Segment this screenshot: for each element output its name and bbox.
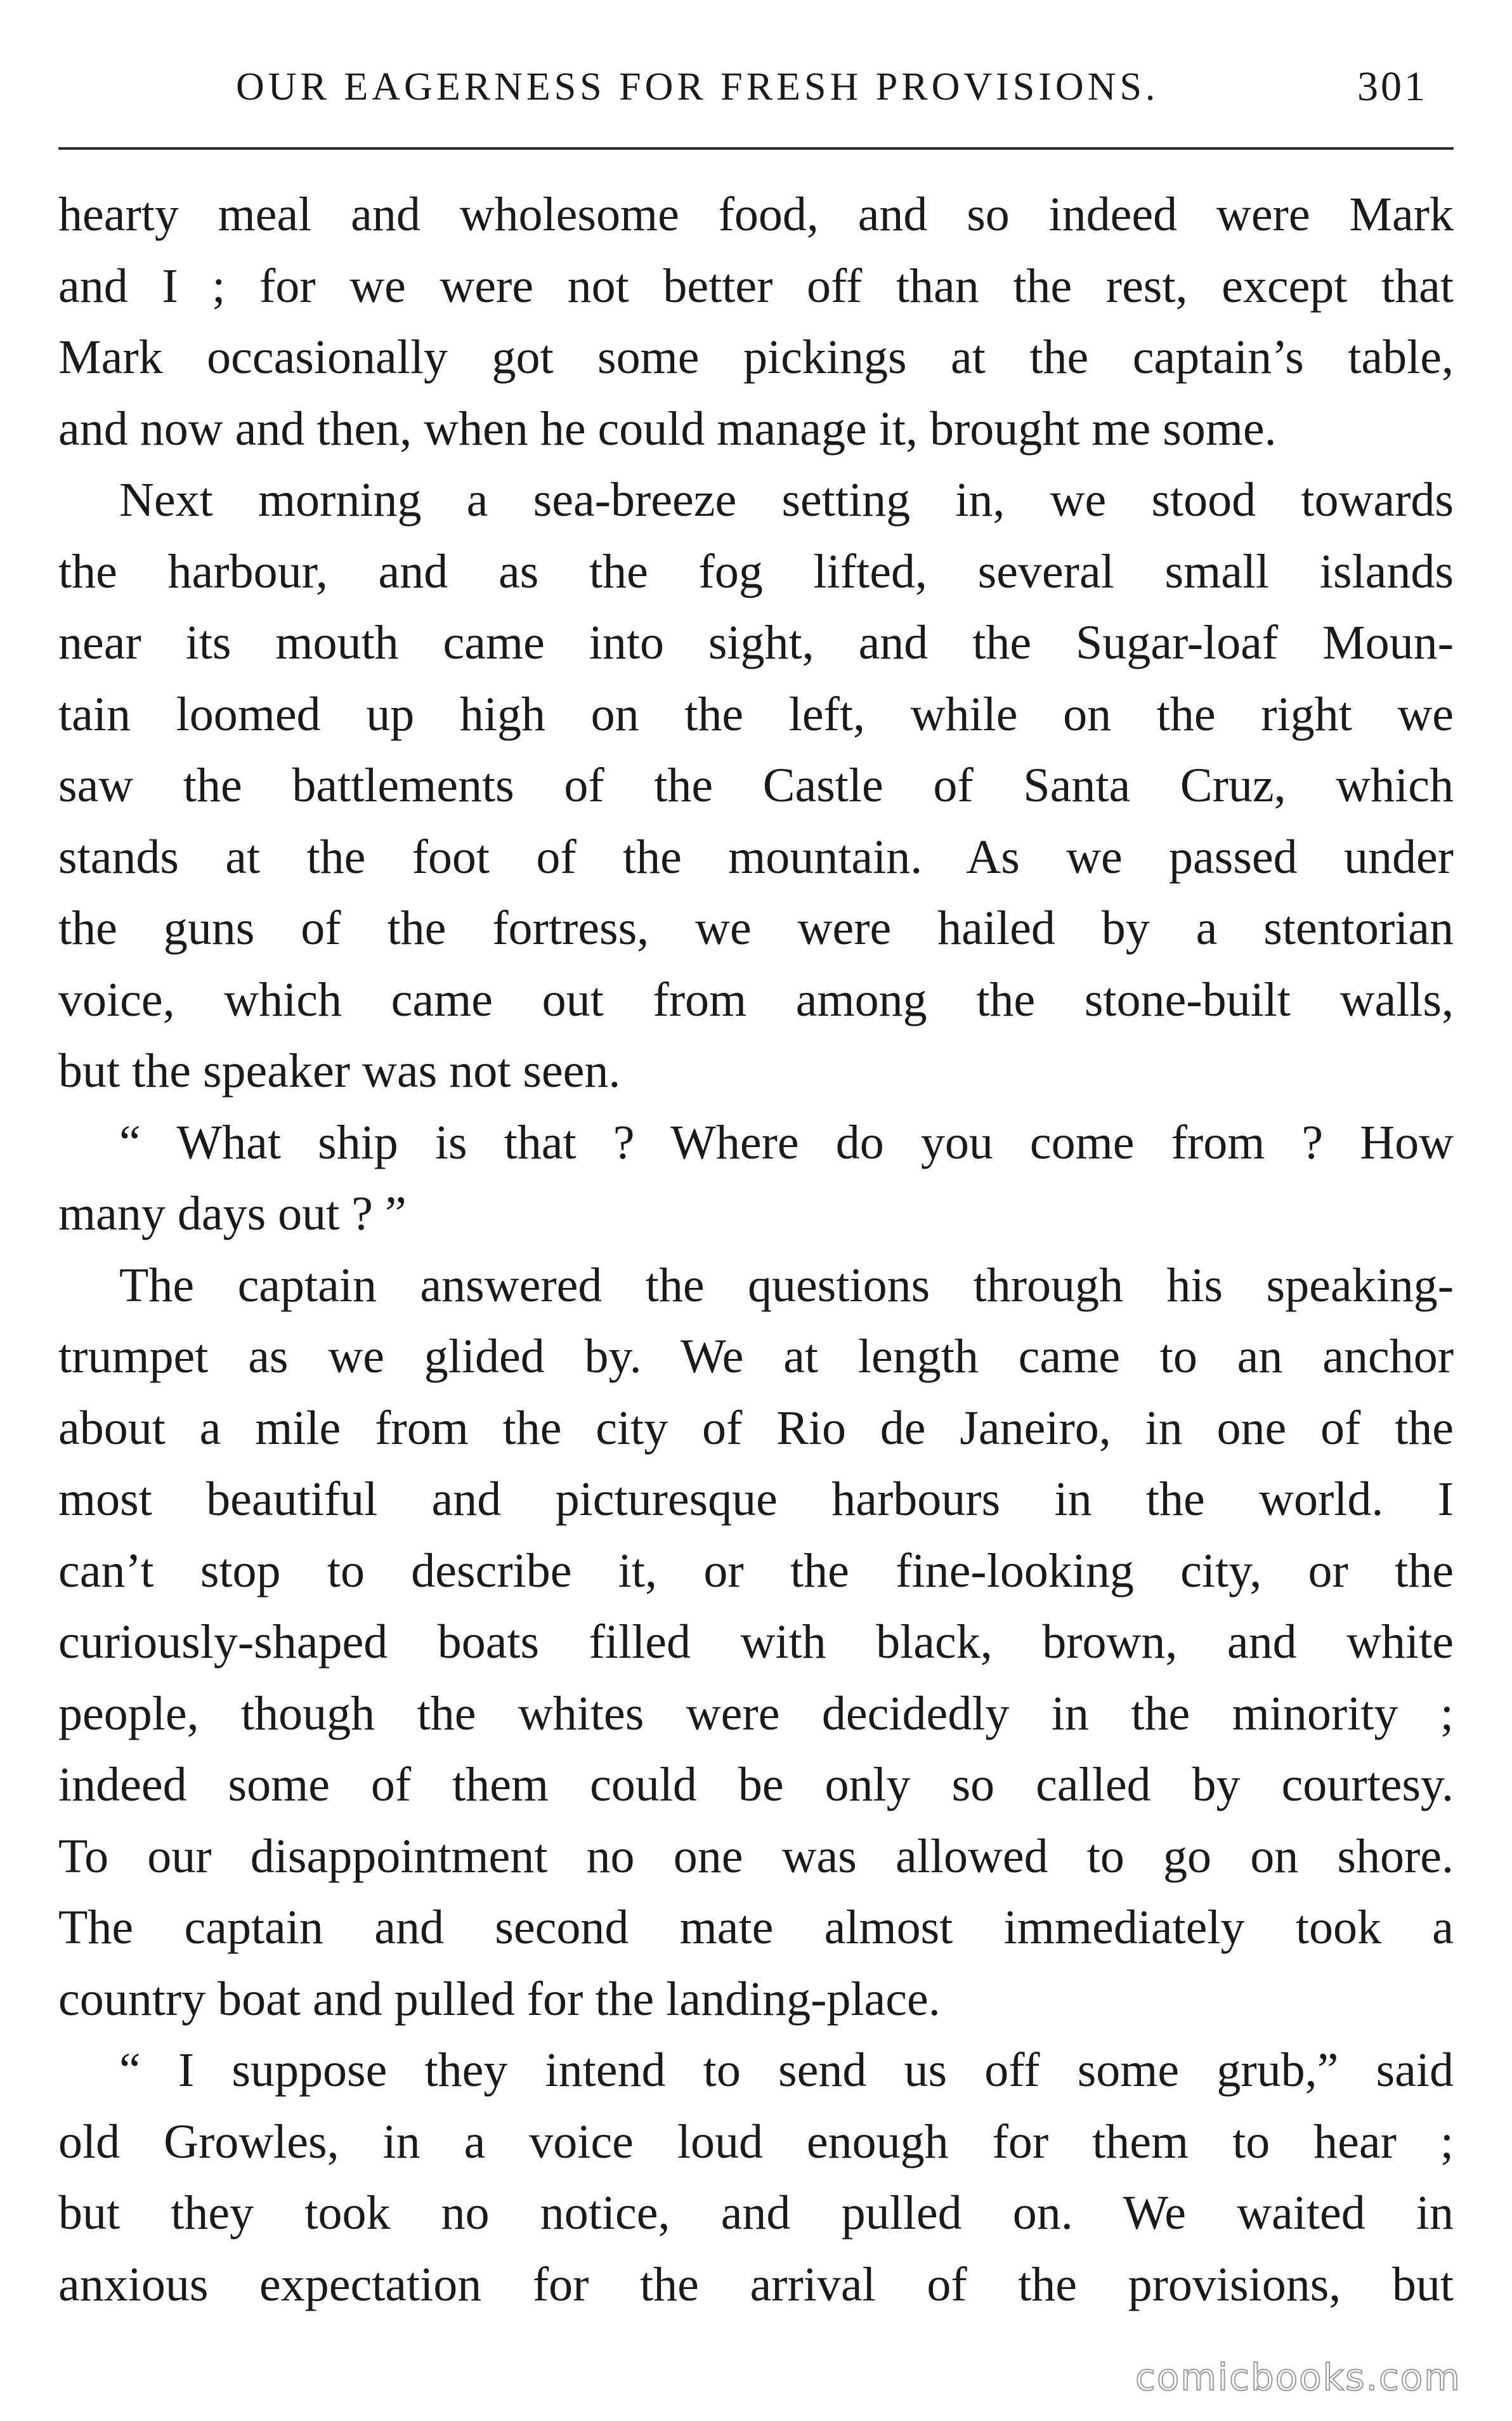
running-title: OUR EAGERNESS FOR FRESH PROVISIONS. (236, 65, 1159, 108)
text-line: and I ; for we were not better off than the rest, except that (58, 259, 1454, 313)
text-line: voice, which came out from among the stone-built walls, (58, 973, 1454, 1027)
text-line: many days out ? ” (58, 1187, 407, 1240)
text-line: can’t stop to describe it, or the fine-looking city, or the (58, 1544, 1454, 1598)
text-line: To our disappointment no one was allowed to go on shore. (58, 1829, 1454, 1883)
text-line: “ I suppose they intend to send us off some grub,” said (119, 2044, 1454, 2097)
text-line: curiously-shaped boats filled with black, brown, and white (58, 1615, 1454, 1669)
body-text (58, 179, 1454, 2320)
text-line: hearty meal and wholesome food, and so indeed were Mark (58, 188, 1454, 241)
text-line: Mark occasionally got some pickings at the captain’s table, (58, 331, 1454, 384)
text-line: saw the battlements of the Castle of Santa Cruz, which (58, 759, 1454, 812)
text-line: people, though the whites were decidedly in the minority ; (58, 1686, 1454, 1740)
text-line: The captain answered the questions through his speaking- (119, 1258, 1454, 1312)
text-line: most beautiful and picturesque harbours in the world. I (58, 1473, 1454, 1526)
text-line: and now and then, when he could manage it, brought me some. (58, 402, 1277, 456)
text-line: country boat and pulled for the landing-place. (58, 1972, 941, 2026)
text-line: about a mile from the city of Rio de Janeiro, in one of the (58, 1401, 1454, 1455)
text-line: trumpet as we glided by. We at length came to an anchor (58, 1330, 1454, 1383)
text-line: “ What ship is that ? Where do you come from ? How (119, 1115, 1454, 1169)
text-line: but the speaker was not seen. (58, 1044, 621, 1098)
text-line: near its mouth came into sight, and the Sugar-loaf Moun- (58, 616, 1454, 669)
text-line: old Growles, in a voice loud enough for them to hear ; (58, 2115, 1454, 2168)
text-line: but they took no notice, and pulled on. We waited in (58, 2186, 1454, 2240)
text-line: indeed some of them could be only so called by courtesy. (58, 1758, 1454, 1811)
watermark: comicbooks.com (1135, 2356, 1461, 2399)
header-rule (58, 147, 1454, 150)
text-line: anxious expectation for the arrival of the provisions, but (58, 2257, 1454, 2311)
text-line: stands at the foot of the mountain. As we passed under (58, 830, 1454, 884)
text-line: the guns of the fortress, we were hailed by a stentorian (58, 902, 1454, 955)
text-line: tain loomed up high on the left, while on the right we (58, 687, 1454, 741)
page-number: 301 (1357, 63, 1428, 110)
text-line: Next morning a sea-breeze setting in, we stood towards (119, 473, 1454, 527)
text-line: The captain and second mate almost immediately took a (58, 1901, 1454, 1954)
running-head (190, 58, 1459, 115)
text-line: the harbour, and as the fog lifted, several small islands (58, 544, 1454, 598)
